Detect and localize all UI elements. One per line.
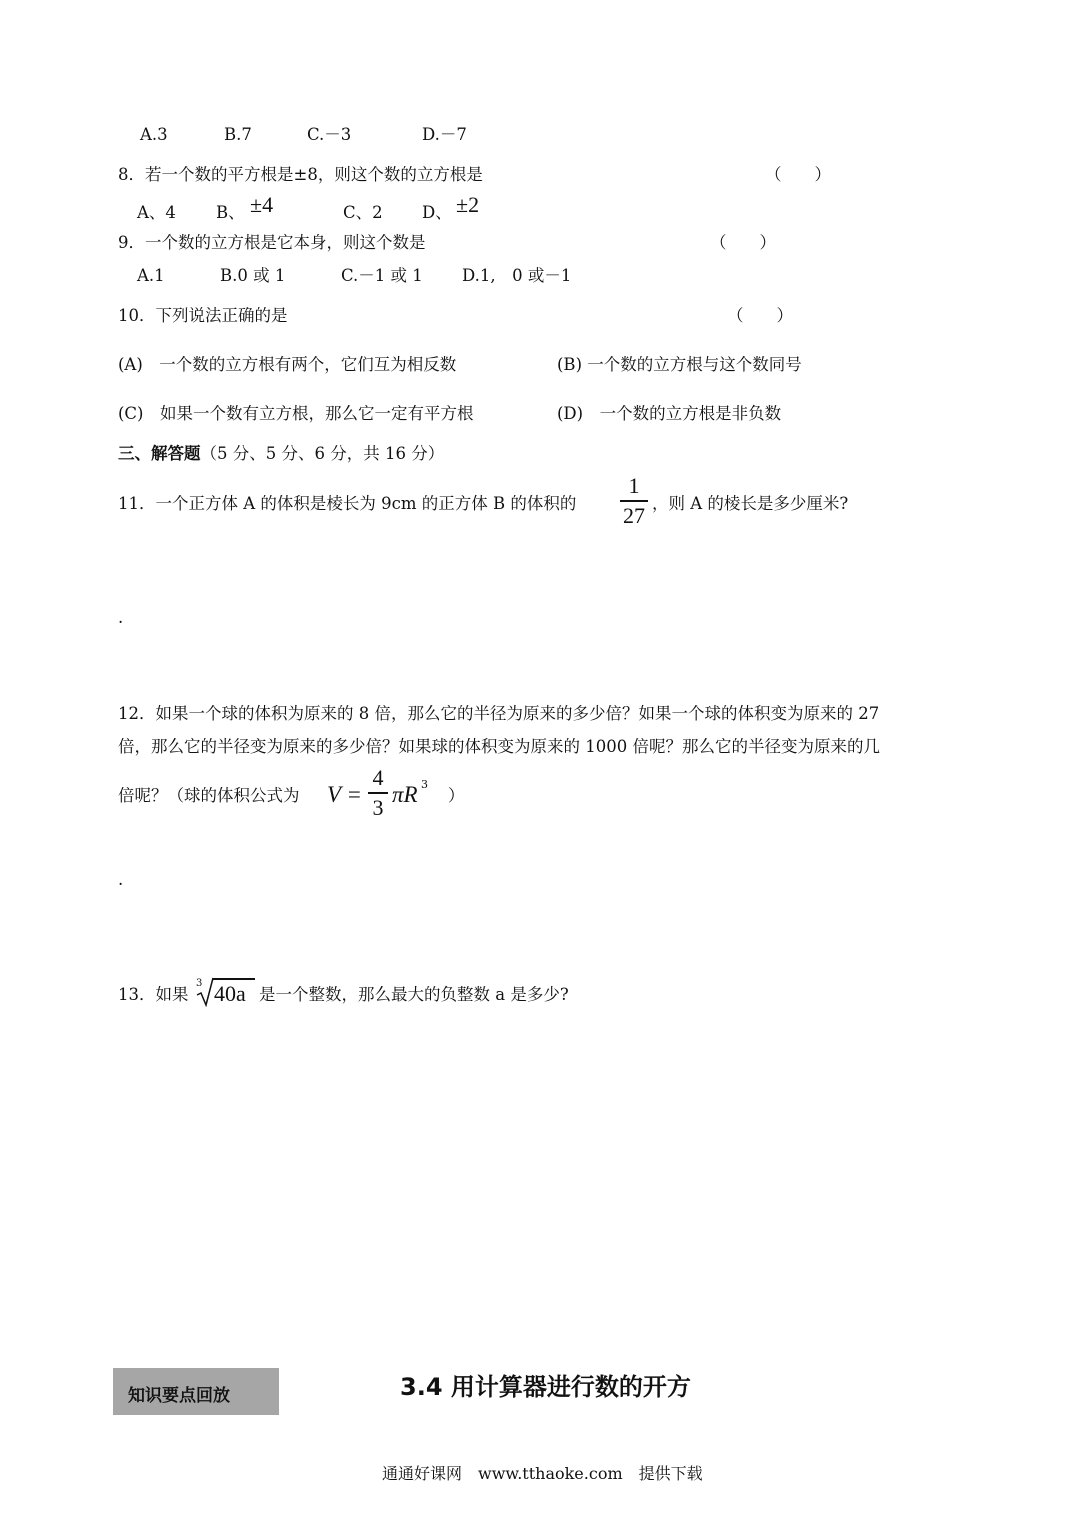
q12-close-paren: ） bbox=[448, 786, 465, 805]
q13-vinculum bbox=[213, 978, 255, 980]
q12-fraction bbox=[368, 766, 388, 820]
q11-fraction-bar bbox=[620, 500, 648, 502]
q7-option-d: D.－7 bbox=[422, 125, 467, 144]
q9-option-b: B.0 或 1 bbox=[220, 266, 286, 285]
q10-option-a: (A) 一个数的立方根有两个，它们互为相反数 bbox=[118, 355, 457, 374]
q8-option-b-math: ±4 bbox=[250, 192, 274, 217]
q13-text-before: 13．如果 bbox=[118, 985, 189, 1004]
q8-option-d-label: D、 bbox=[422, 203, 452, 222]
section3-heading bbox=[118, 444, 444, 464]
q11-text-before: 11．一个正方体 A 的体积是棱长为 9cm 的正方体 B 的体积的 bbox=[118, 494, 577, 513]
knowledge-review-label: 知识要点回放 bbox=[128, 1386, 230, 1406]
q12-line-2: 倍，那么它的半径变为原来的多少倍？如果球的体积变为原来的 1000 倍呢？那么它的半径变为原来的几 bbox=[118, 737, 880, 756]
q11-fraction-numerator: 1 bbox=[628, 473, 640, 498]
q10-option-c: (C) 如果一个数有立方根，那么它一定有平方根 bbox=[118, 404, 474, 423]
q11-fraction-denominator: 27 bbox=[623, 502, 645, 528]
section3-title: 三、解答题 bbox=[118, 444, 201, 463]
q8-bracket: （ ） bbox=[765, 165, 831, 184]
q11-answer-dot: . bbox=[118, 608, 124, 627]
q12-fraction-bar bbox=[368, 792, 388, 794]
knowledge-review-box bbox=[113, 1368, 279, 1415]
q12-fraction-denominator: 3 bbox=[372, 794, 384, 820]
q9-option-d: D.1, 0 或－1 bbox=[462, 266, 572, 285]
q13-text-after: 是一个整数，那么最大的负整数 a 是多少? bbox=[259, 985, 569, 1004]
q9-option-a: A.1 bbox=[137, 266, 165, 285]
q8-option-c: C、2 bbox=[343, 203, 383, 222]
q11-text-after: ，则 A 的棱长是多少厘米? bbox=[652, 494, 849, 513]
q10-bracket: （ ） bbox=[727, 306, 793, 325]
q9-stem: 9．一个数的立方根是它本身，则这个数是 bbox=[118, 233, 426, 252]
radical-sign-icon bbox=[196, 977, 214, 1007]
q12-formula-exponent: 3 bbox=[421, 778, 428, 791]
q12-fraction-numerator: 4 bbox=[372, 765, 384, 790]
page-footer: 通通好课网 www.tthaoke.com 提供下载 bbox=[382, 1464, 703, 1483]
q9-option-c: C.－1 或 1 bbox=[341, 266, 423, 285]
q10-option-d: (D) 一个数的立方根是非负数 bbox=[557, 404, 782, 423]
section3-points: （5 分、5 分、6 分，共 16 分） bbox=[200, 444, 445, 463]
q12-formula-rhs: πR bbox=[392, 782, 418, 807]
q8-option-b-label: B、 bbox=[216, 203, 245, 222]
q8-option-a: A、4 bbox=[137, 203, 176, 222]
q12-answer-dot: . bbox=[118, 870, 124, 889]
q12-line-1: 12．如果一个球的体积为原来的 8 倍，那么它的半径为原来的多少倍？如果一个球的体积变为原来的 27 bbox=[118, 704, 880, 723]
q12-formula-lhs: V = bbox=[327, 782, 362, 807]
q7-option-b: B.7 bbox=[224, 125, 252, 144]
q8-stem: 8．若一个数的平方根是±8，则这个数的立方根是 bbox=[118, 165, 483, 184]
q8-option-d-math: ±2 bbox=[456, 192, 480, 217]
q9-bracket: （ ） bbox=[710, 233, 776, 252]
q13-root-index: 3 bbox=[196, 978, 203, 989]
q12-line-3: 倍呢？（球的体积公式为 bbox=[118, 786, 300, 805]
q7-option-c: C.－3 bbox=[307, 125, 352, 144]
q11-fraction bbox=[620, 474, 648, 528]
q13-radicand: 40a bbox=[214, 981, 246, 1006]
q10-option-b: (B) 一个数的立方根与这个数同号 bbox=[557, 355, 802, 374]
q10-stem: 10．下列说法正确的是 bbox=[118, 306, 288, 325]
q7-option-a: A.3 bbox=[140, 125, 168, 144]
section-title: 3.4 用计算器进行数的开方 bbox=[400, 1373, 691, 1401]
